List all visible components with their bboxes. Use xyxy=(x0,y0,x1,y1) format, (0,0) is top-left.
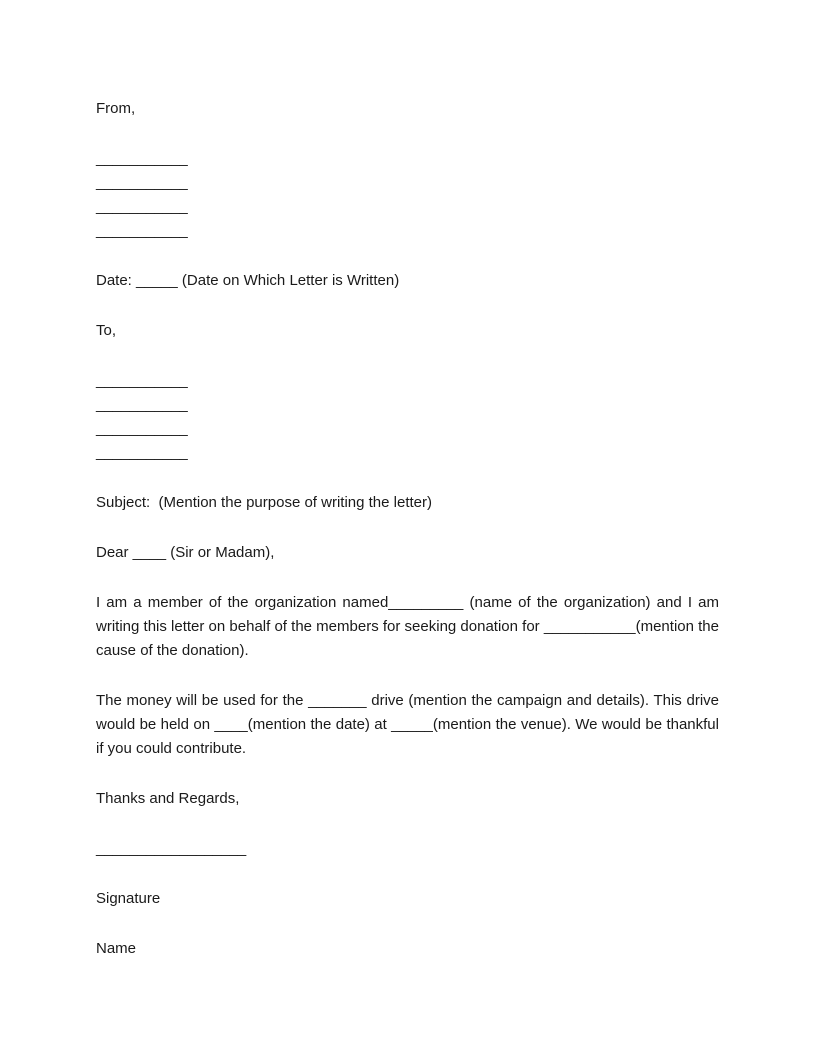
salutation: Dear ____ (Sir or Madam), xyxy=(96,544,275,561)
letter-page xyxy=(96,0,719,1056)
to-blank-line-2: ___________ xyxy=(96,396,188,413)
from-blank-line-1: ___________ xyxy=(96,150,188,167)
from-blank-line-2: ___________ xyxy=(96,174,188,191)
from-blank-line-4: ___________ xyxy=(96,222,188,239)
body-paragraph-2: The money will be used for the _______ drive (mention the campaign and details). This drive would be held on ____(mention the date) at _____(mention the venue). We would be thankful if you could contribute. xyxy=(96,692,719,757)
to-label: To, xyxy=(96,322,117,339)
subject-line: Subject: (Mention the purpose of writing the letter) xyxy=(96,494,433,511)
date-line: Date: _____ (Date on Which Letter is Written) xyxy=(96,272,400,289)
from-label: From, xyxy=(96,100,136,117)
name-label: Name xyxy=(96,940,137,957)
signature-label: Signature xyxy=(96,890,161,907)
from-blank-line-3: ___________ xyxy=(96,198,188,215)
signature-blank-line: __________________ xyxy=(96,840,247,857)
to-blank-line-4: ___________ xyxy=(96,444,188,461)
to-blank-line-3: ___________ xyxy=(96,420,188,437)
closing: Thanks and Regards, xyxy=(96,790,240,807)
body-paragraph-1: I am a member of the organization named_________ (name of the organization) and I am writing this letter on behalf of the members for seeking donation for ___________(mention the cause of the donation). xyxy=(96,594,719,659)
to-blank-line-1: ___________ xyxy=(96,372,188,389)
